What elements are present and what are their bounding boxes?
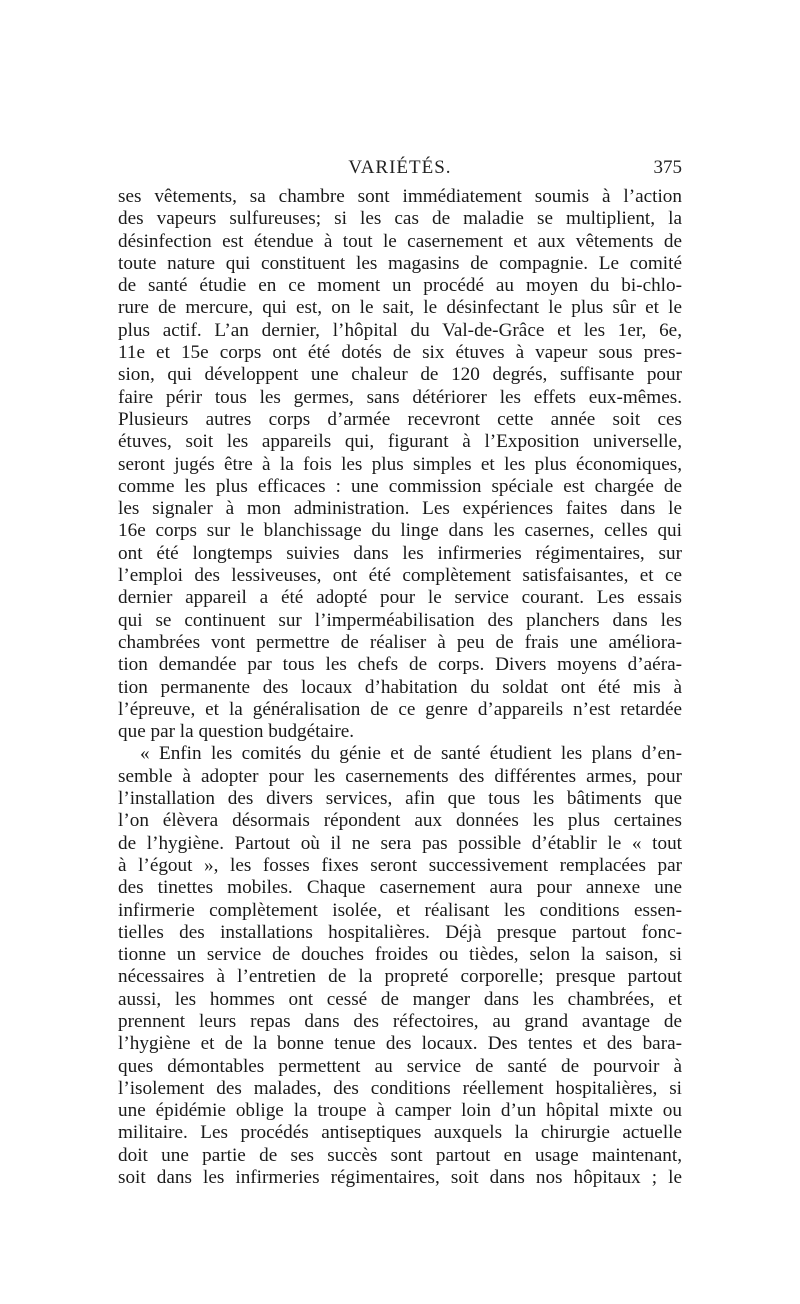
text-line: des tinettes mobiles. Chaque casernement aura pour annexe une — [118, 877, 682, 899]
page-number: 375 — [653, 157, 682, 178]
text-line: militaire. Les procédés antiseptiques auxquels la chirurgie actuelle — [118, 1122, 682, 1144]
text-line: à l’égout », les fosses fixes seront successivement remplacées par — [118, 854, 682, 876]
text-line: ses vêtements, sa chambre sont immédiatement soumis à l’action — [118, 186, 682, 207]
text-line: 11e et 15e corps ont été dotés de six étuves à vapeur sous pres- — [118, 342, 682, 364]
text-line: l’isolement des malades, des conditions réellement hospitalières, si — [118, 1077, 682, 1099]
text-line: tion demandée par tous les chefs de corps. Divers moyens d’aéra- — [118, 654, 682, 676]
text-line: toute nature qui constituent les magasins de compagnie. Le comité — [118, 252, 682, 274]
text-line: qui se continuent sur l’imperméabilisation des planchers dans les — [118, 609, 682, 631]
text-line: doit une partie de ses succès sont partout en usage maintenant, — [118, 1144, 682, 1166]
text-line: l’hygiène et de la bonne tenue des locaux. Des tentes et des bara- — [118, 1033, 682, 1055]
body-text — [118, 186, 682, 1189]
text-line: l’épreuve, et la généralisation de ce genre d’appareils n’est retardée — [118, 698, 682, 720]
text-line: soit dans les infirmeries régimentaires, soit dans nos hôpitaux ; le — [118, 1167, 682, 1189]
text-line: tielles des installations hospitalières. Déjà presque partout fonc- — [118, 921, 682, 943]
text-line: sion, qui développent une chaleur de 120 degrés, suffisante pour — [118, 364, 682, 386]
text-line: seront jugés être à la fois les plus simples et les plus économiques, — [118, 453, 682, 475]
text-line: nécessaires à l’entretien de la propreté corporelle; presque partout — [118, 966, 682, 988]
text-line: de l’hygiène. Partout où il ne sera pas possible d’établir le « tout — [118, 832, 682, 854]
text-line: ont été longtemps suivies dans les infirmeries régimentaires, sur — [118, 542, 682, 564]
text-line: ques démontables permettent au service de santé de pourvoir à — [118, 1055, 682, 1077]
paragraph-start-line: « Enfin les comités du génie et de santé étudient les plans d’en- — [140, 743, 682, 765]
running-head — [118, 157, 682, 183]
text-line: l’on élèvera désormais répondent aux données les plus certaines — [118, 810, 682, 832]
text-line: de santé étudie en ce moment un procédé au moyen du bi-chlo- — [118, 275, 682, 297]
text-line: les signaler à mon administration. Les expériences faites dans le — [118, 498, 682, 520]
text-line: tionne un service de douches froides ou tièdes, selon la saison, si — [118, 944, 682, 966]
text-line: Plusieurs autres corps d’armée recevront cette année soit ces — [118, 408, 682, 430]
text-line: désinfection est étendue à tout le casernement et aux vêtements de — [118, 230, 682, 252]
text-line: l’emploi des lessiveuses, ont été complètement satisfaisantes, et ce — [118, 565, 682, 587]
text-line: faire périr tous les germes, sans détériorer les effets eux-mêmes. — [118, 386, 682, 408]
text-line: 16e corps sur le blanchissage du linge dans les casernes, celles qui — [118, 520, 682, 542]
text-line: plus actif. L’an dernier, l’hôpital du Val-de-Grâce et les 1er, 6e, — [118, 319, 682, 341]
text-line: chambrées vont permettre de réaliser à peu de frais une améliora- — [118, 631, 682, 653]
text-line: prennent leurs repas dans des réfectoires, au grand avantage de — [118, 1010, 682, 1032]
text-line: des vapeurs sulfureuses; si les cas de maladie se multiplient, la — [118, 208, 682, 230]
text-line: comme les plus efficaces : une commission spéciale est chargée de — [118, 475, 682, 497]
text-line: dernier appareil a été adopté pour le service courant. Les essais — [118, 587, 682, 609]
running-title: VARIÉTÉS. — [348, 157, 452, 178]
text-line: aussi, les hommes ont cessé de manger dans les chambrées, et — [118, 988, 682, 1010]
text-line: infirmerie complètement isolée, et réalisant les conditions essen- — [118, 899, 682, 921]
text-line: l’installation des divers services, afin que tous les bâtiments que — [118, 788, 682, 810]
text-line: semble à adopter pour les casernements des différentes armes, pour — [118, 765, 682, 787]
paragraph-end-line: que par la question budgétaire. — [118, 721, 355, 743]
text-line: rure de mercure, qui est, on le sait, le désinfectant le plus sûr et le — [118, 297, 682, 319]
text-line: une épidémie oblige la troupe à camper loin d’un hôpital mixte ou — [118, 1100, 682, 1122]
text-line: tion permanente des locaux d’habitation du soldat ont été mis à — [118, 676, 682, 698]
text-line: étuves, soit les appareils qui, figurant à l’Exposition universelle, — [118, 431, 682, 453]
